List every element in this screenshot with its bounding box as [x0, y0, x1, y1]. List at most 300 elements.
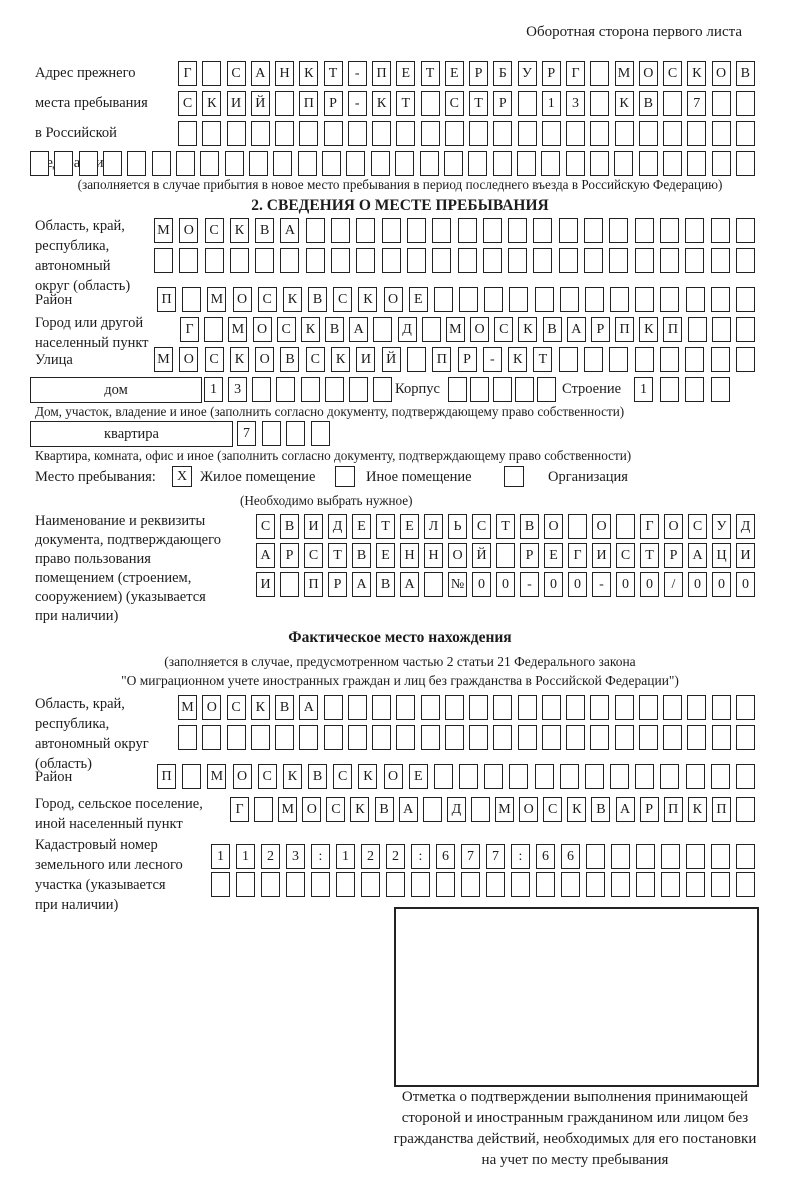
char-cell[interactable]: С [326, 797, 345, 822]
char-cell[interactable] [382, 248, 401, 273]
char-cell[interactable] [616, 514, 635, 539]
char-cell[interactable]: Т [328, 543, 347, 568]
char-cell[interactable] [407, 347, 426, 372]
char-cell[interactable]: Н [400, 543, 419, 568]
char-cell[interactable]: М [154, 218, 173, 243]
char-cell[interactable] [586, 844, 605, 869]
char-cell[interactable] [688, 317, 707, 342]
char-cell[interactable]: К [639, 317, 658, 342]
char-cell[interactable] [609, 347, 628, 372]
char-cell[interactable] [251, 121, 270, 146]
char-cell[interactable]: Й [472, 543, 491, 568]
char-cell[interactable]: К [372, 91, 391, 116]
char-cell[interactable]: С [333, 287, 352, 312]
char-cell[interactable] [712, 317, 731, 342]
char-cell[interactable] [154, 248, 173, 273]
char-cell[interactable]: А [688, 543, 707, 568]
char-cell[interactable] [493, 725, 512, 750]
char-cell[interactable]: М [446, 317, 465, 342]
char-cell[interactable] [470, 377, 489, 402]
char-cell[interactable] [254, 797, 273, 822]
char-cell[interactable] [711, 764, 730, 789]
char-cell[interactable]: П [157, 287, 176, 312]
char-cell[interactable] [395, 151, 414, 176]
char-cell[interactable]: Г [566, 61, 585, 86]
char-cell[interactable] [252, 377, 271, 402]
char-cell[interactable] [639, 725, 658, 750]
char-cell[interactable] [372, 725, 391, 750]
char-cell[interactable]: В [325, 317, 344, 342]
char-cell[interactable] [559, 347, 578, 372]
char-cell[interactable]: 3 [228, 377, 247, 402]
char-cell[interactable]: В [308, 287, 327, 312]
char-cell[interactable]: С [258, 287, 277, 312]
char-cell[interactable]: В [280, 347, 299, 372]
char-cell[interactable] [559, 248, 578, 273]
char-cell[interactable] [275, 91, 294, 116]
char-cell[interactable]: 6 [436, 844, 455, 869]
char-cell[interactable] [584, 347, 603, 372]
char-cell[interactable] [251, 725, 270, 750]
char-cell[interactable] [469, 695, 488, 720]
char-cell[interactable] [518, 695, 537, 720]
char-cell[interactable] [711, 248, 730, 273]
char-cell[interactable]: Р [640, 797, 659, 822]
document-row-2[interactable] [256, 543, 755, 568]
char-cell[interactable]: - [483, 347, 502, 372]
char-cell[interactable] [469, 121, 488, 146]
char-cell[interactable] [275, 121, 294, 146]
char-cell[interactable] [396, 695, 415, 720]
char-cell[interactable] [712, 91, 731, 116]
char-cell[interactable]: 1 [634, 377, 653, 402]
char-cell[interactable] [421, 695, 440, 720]
char-cell[interactable]: К [688, 797, 707, 822]
char-cell[interactable] [661, 872, 680, 897]
char-cell[interactable] [736, 797, 755, 822]
char-cell[interactable] [736, 218, 755, 243]
house-type-box[interactable]: дом [30, 377, 202, 403]
char-cell[interactable]: С [306, 347, 325, 372]
document-row-3[interactable] [256, 572, 755, 597]
char-cell[interactable] [459, 287, 478, 312]
char-cell[interactable] [211, 872, 230, 897]
char-cell[interactable]: Т [496, 514, 515, 539]
char-cell[interactable]: В [255, 218, 274, 243]
char-cell[interactable]: П [712, 797, 731, 822]
char-cell[interactable] [566, 725, 585, 750]
char-cell[interactable] [396, 121, 415, 146]
char-cell[interactable] [458, 248, 477, 273]
char-cell[interactable] [615, 695, 634, 720]
char-cell[interactable] [182, 287, 201, 312]
char-cell[interactable]: Р [280, 543, 299, 568]
char-cell[interactable] [686, 287, 705, 312]
char-cell[interactable]: К [230, 218, 249, 243]
char-cell[interactable] [444, 151, 463, 176]
actual-district-row[interactable] [157, 764, 755, 789]
char-cell[interactable] [736, 248, 755, 273]
char-cell[interactable] [639, 151, 658, 176]
char-cell[interactable] [411, 872, 430, 897]
char-cell[interactable] [736, 764, 755, 789]
char-cell[interactable] [518, 121, 537, 146]
char-cell[interactable] [609, 248, 628, 273]
char-cell[interactable]: Е [396, 61, 415, 86]
char-cell[interactable] [496, 543, 515, 568]
char-cell[interactable] [127, 151, 146, 176]
char-cell[interactable] [421, 121, 440, 146]
char-cell[interactable]: У [712, 514, 731, 539]
char-cell[interactable]: М [278, 797, 297, 822]
char-cell[interactable]: Р [591, 317, 610, 342]
char-cell[interactable] [535, 287, 554, 312]
char-cell[interactable] [610, 287, 629, 312]
char-cell[interactable] [518, 91, 537, 116]
char-cell[interactable] [590, 91, 609, 116]
char-cell[interactable] [511, 872, 530, 897]
char-cell[interactable]: № [448, 572, 467, 597]
char-cell[interactable]: В [520, 514, 539, 539]
char-cell[interactable]: Р [664, 543, 683, 568]
char-cell[interactable] [299, 725, 318, 750]
char-cell[interactable]: О [233, 764, 252, 789]
char-cell[interactable]: Б [493, 61, 512, 86]
char-cell[interactable]: О [384, 287, 403, 312]
char-cell[interactable]: Г [230, 797, 249, 822]
char-cell[interactable] [663, 121, 682, 146]
char-cell[interactable] [421, 725, 440, 750]
char-cell[interactable] [686, 764, 705, 789]
char-cell[interactable] [586, 872, 605, 897]
char-cell[interactable]: М [207, 764, 226, 789]
char-cell[interactable] [306, 248, 325, 273]
char-cell[interactable] [54, 151, 73, 176]
prev-address-row-4[interactable] [30, 151, 755, 176]
char-cell[interactable]: П [299, 91, 318, 116]
char-cell[interactable]: К [299, 61, 318, 86]
char-cell[interactable]: О [519, 797, 538, 822]
char-cell[interactable]: : [411, 844, 430, 869]
char-cell[interactable] [484, 764, 503, 789]
char-cell[interactable] [736, 695, 755, 720]
char-cell[interactable]: С [256, 514, 275, 539]
char-cell[interactable]: В [352, 543, 371, 568]
char-cell[interactable] [348, 725, 367, 750]
street-row[interactable] [154, 347, 755, 372]
char-cell[interactable] [372, 121, 391, 146]
char-cell[interactable] [461, 872, 480, 897]
char-cell[interactable]: С [227, 61, 246, 86]
region-row-2[interactable] [154, 248, 755, 273]
char-cell[interactable] [432, 218, 451, 243]
char-cell[interactable]: 3 [566, 91, 585, 116]
char-cell[interactable]: Д [736, 514, 755, 539]
char-cell[interactable]: М [178, 695, 197, 720]
char-cell[interactable] [508, 218, 527, 243]
char-cell[interactable] [566, 121, 585, 146]
char-cell[interactable] [493, 121, 512, 146]
actual-region-row-1[interactable] [178, 695, 755, 720]
house-number-cells[interactable] [204, 377, 392, 402]
char-cell[interactable]: С [304, 543, 323, 568]
char-cell[interactable] [736, 844, 755, 869]
char-cell[interactable]: И [592, 543, 611, 568]
stay-type-checkbox-other-premises[interactable] [335, 466, 355, 487]
char-cell[interactable] [483, 218, 502, 243]
char-cell[interactable]: 1 [236, 844, 255, 869]
actual-city-row[interactable] [230, 797, 755, 822]
char-cell[interactable] [348, 695, 367, 720]
char-cell[interactable]: - [348, 61, 367, 86]
char-cell[interactable] [611, 844, 630, 869]
char-cell[interactable] [663, 91, 682, 116]
char-cell[interactable]: Е [544, 543, 563, 568]
char-cell[interactable] [236, 872, 255, 897]
char-cell[interactable]: К [283, 764, 302, 789]
char-cell[interactable] [615, 121, 634, 146]
char-cell[interactable]: П [663, 317, 682, 342]
char-cell[interactable] [483, 248, 502, 273]
char-cell[interactable]: А [399, 797, 418, 822]
char-cell[interactable] [542, 121, 561, 146]
char-cell[interactable] [273, 151, 292, 176]
char-cell[interactable] [152, 151, 171, 176]
region-row-1[interactable] [154, 218, 755, 243]
char-cell[interactable]: 0 [640, 572, 659, 597]
prev-address-row-2[interactable] [178, 91, 755, 116]
apartment-number-cells[interactable] [237, 421, 330, 446]
char-cell[interactable]: К [350, 797, 369, 822]
char-cell[interactable] [422, 317, 441, 342]
char-cell[interactable]: С [277, 317, 296, 342]
char-cell[interactable] [103, 151, 122, 176]
char-cell[interactable] [230, 248, 249, 273]
char-cell[interactable] [585, 287, 604, 312]
char-cell[interactable]: В [639, 91, 658, 116]
char-cell[interactable]: С [227, 695, 246, 720]
char-cell[interactable]: Е [400, 514, 419, 539]
char-cell[interactable] [261, 872, 280, 897]
char-cell[interactable]: О [179, 347, 198, 372]
char-cell[interactable] [356, 248, 375, 273]
char-cell[interactable]: 0 [616, 572, 635, 597]
char-cell[interactable] [584, 248, 603, 273]
char-cell[interactable]: Р [542, 61, 561, 86]
char-cell[interactable]: 2 [386, 844, 405, 869]
char-cell[interactable] [584, 218, 603, 243]
char-cell[interactable]: М [154, 347, 173, 372]
char-cell[interactable] [536, 872, 555, 897]
char-cell[interactable] [396, 725, 415, 750]
char-cell[interactable]: 0 [568, 572, 587, 597]
char-cell[interactable] [509, 764, 528, 789]
char-cell[interactable]: И [256, 572, 275, 597]
char-cell[interactable] [660, 218, 679, 243]
char-cell[interactable]: П [304, 572, 323, 597]
char-cell[interactable] [686, 844, 705, 869]
char-cell[interactable]: М [228, 317, 247, 342]
char-cell[interactable]: О [712, 61, 731, 86]
char-cell[interactable]: В [280, 514, 299, 539]
char-cell[interactable]: Р [458, 347, 477, 372]
char-cell[interactable] [711, 844, 730, 869]
char-cell[interactable] [432, 248, 451, 273]
char-cell[interactable] [202, 121, 221, 146]
char-cell[interactable] [423, 797, 442, 822]
char-cell[interactable] [712, 121, 731, 146]
char-cell[interactable]: Н [424, 543, 443, 568]
char-cell[interactable] [660, 347, 679, 372]
char-cell[interactable] [663, 151, 682, 176]
char-cell[interactable]: 0 [472, 572, 491, 597]
char-cell[interactable] [663, 725, 682, 750]
char-cell[interactable]: Р [324, 91, 343, 116]
char-cell[interactable]: Д [447, 797, 466, 822]
char-cell[interactable] [736, 872, 755, 897]
char-cell[interactable] [518, 725, 537, 750]
char-cell[interactable]: К [331, 347, 350, 372]
char-cell[interactable] [687, 695, 706, 720]
char-cell[interactable]: Р [520, 543, 539, 568]
char-cell[interactable] [566, 151, 585, 176]
char-cell[interactable]: И [736, 543, 755, 568]
char-cell[interactable] [262, 421, 281, 446]
char-cell[interactable]: 7 [486, 844, 505, 869]
char-cell[interactable] [372, 695, 391, 720]
char-cell[interactable] [568, 514, 587, 539]
char-cell[interactable]: Д [328, 514, 347, 539]
char-cell[interactable]: О [384, 764, 403, 789]
char-cell[interactable] [493, 695, 512, 720]
char-cell[interactable] [286, 421, 305, 446]
char-cell[interactable] [349, 377, 368, 402]
char-cell[interactable] [590, 121, 609, 146]
char-cell[interactable]: К [283, 287, 302, 312]
char-cell[interactable] [407, 218, 426, 243]
char-cell[interactable]: Й [251, 91, 270, 116]
char-cell[interactable] [420, 151, 439, 176]
char-cell[interactable] [685, 347, 704, 372]
char-cell[interactable] [566, 695, 585, 720]
char-cell[interactable]: М [615, 61, 634, 86]
char-cell[interactable]: К [251, 695, 270, 720]
char-cell[interactable]: С [178, 91, 197, 116]
char-cell[interactable]: А [400, 572, 419, 597]
char-cell[interactable] [458, 218, 477, 243]
char-cell[interactable]: А [616, 797, 635, 822]
char-cell[interactable]: А [299, 695, 318, 720]
char-cell[interactable] [486, 872, 505, 897]
char-cell[interactable] [322, 151, 341, 176]
stay-type-checkbox-organization[interactable] [504, 466, 524, 487]
char-cell[interactable]: С [494, 317, 513, 342]
char-cell[interactable] [711, 872, 730, 897]
char-cell[interactable] [301, 377, 320, 402]
char-cell[interactable] [736, 287, 755, 312]
district-row[interactable] [157, 287, 755, 312]
char-cell[interactable]: Е [376, 543, 395, 568]
char-cell[interactable]: О [592, 514, 611, 539]
char-cell[interactable]: Е [445, 61, 464, 86]
cadastre-row-2[interactable] [211, 872, 755, 897]
char-cell[interactable]: 3 [286, 844, 305, 869]
char-cell[interactable]: Е [409, 764, 428, 789]
char-cell[interactable]: К [615, 91, 634, 116]
char-cell[interactable]: Г [640, 514, 659, 539]
char-cell[interactable] [311, 421, 330, 446]
char-cell[interactable] [635, 764, 654, 789]
char-cell[interactable] [590, 695, 609, 720]
char-cell[interactable] [275, 725, 294, 750]
char-cell[interactable]: К [230, 347, 249, 372]
char-cell[interactable] [469, 725, 488, 750]
char-cell[interactable]: 7 [687, 91, 706, 116]
char-cell[interactable] [711, 347, 730, 372]
char-cell[interactable] [736, 317, 755, 342]
char-cell[interactable]: 1 [542, 91, 561, 116]
char-cell[interactable] [299, 121, 318, 146]
char-cell[interactable] [459, 764, 478, 789]
korpus-cells[interactable] [448, 377, 556, 402]
char-cell[interactable] [685, 218, 704, 243]
char-cell[interactable]: С [333, 764, 352, 789]
char-cell[interactable]: Т [421, 61, 440, 86]
char-cell[interactable]: С [445, 91, 464, 116]
stroenie-cells[interactable] [634, 377, 730, 402]
char-cell[interactable] [508, 248, 527, 273]
char-cell[interactable] [227, 121, 246, 146]
char-cell[interactable]: В [275, 695, 294, 720]
char-cell[interactable] [182, 764, 201, 789]
char-cell[interactable]: 0 [736, 572, 755, 597]
char-cell[interactable]: К [508, 347, 527, 372]
char-cell[interactable] [331, 218, 350, 243]
char-cell[interactable]: О [302, 797, 321, 822]
char-cell[interactable] [736, 151, 755, 176]
char-cell[interactable]: 1 [336, 844, 355, 869]
char-cell[interactable] [471, 797, 490, 822]
char-cell[interactable] [178, 121, 197, 146]
char-cell[interactable] [509, 287, 528, 312]
char-cell[interactable]: В [543, 317, 562, 342]
char-cell[interactable] [336, 872, 355, 897]
char-cell[interactable] [225, 151, 244, 176]
char-cell[interactable] [609, 218, 628, 243]
char-cell[interactable] [590, 725, 609, 750]
char-cell[interactable]: С [616, 543, 635, 568]
char-cell[interactable]: Н [275, 61, 294, 86]
char-cell[interactable] [348, 121, 367, 146]
stay-type-checkbox-residential[interactable]: X [172, 466, 192, 487]
char-cell[interactable] [202, 61, 221, 86]
char-cell[interactable] [663, 695, 682, 720]
char-cell[interactable] [346, 151, 365, 176]
char-cell[interactable]: В [375, 797, 394, 822]
char-cell[interactable]: - [592, 572, 611, 597]
char-cell[interactable]: А [567, 317, 586, 342]
char-cell[interactable] [611, 872, 630, 897]
char-cell[interactable]: И [356, 347, 375, 372]
char-cell[interactable] [635, 248, 654, 273]
char-cell[interactable]: Ь [448, 514, 467, 539]
char-cell[interactable] [685, 248, 704, 273]
char-cell[interactable] [324, 121, 343, 146]
char-cell[interactable]: В [376, 572, 395, 597]
char-cell[interactable] [736, 121, 755, 146]
char-cell[interactable] [371, 151, 390, 176]
char-cell[interactable] [493, 377, 512, 402]
